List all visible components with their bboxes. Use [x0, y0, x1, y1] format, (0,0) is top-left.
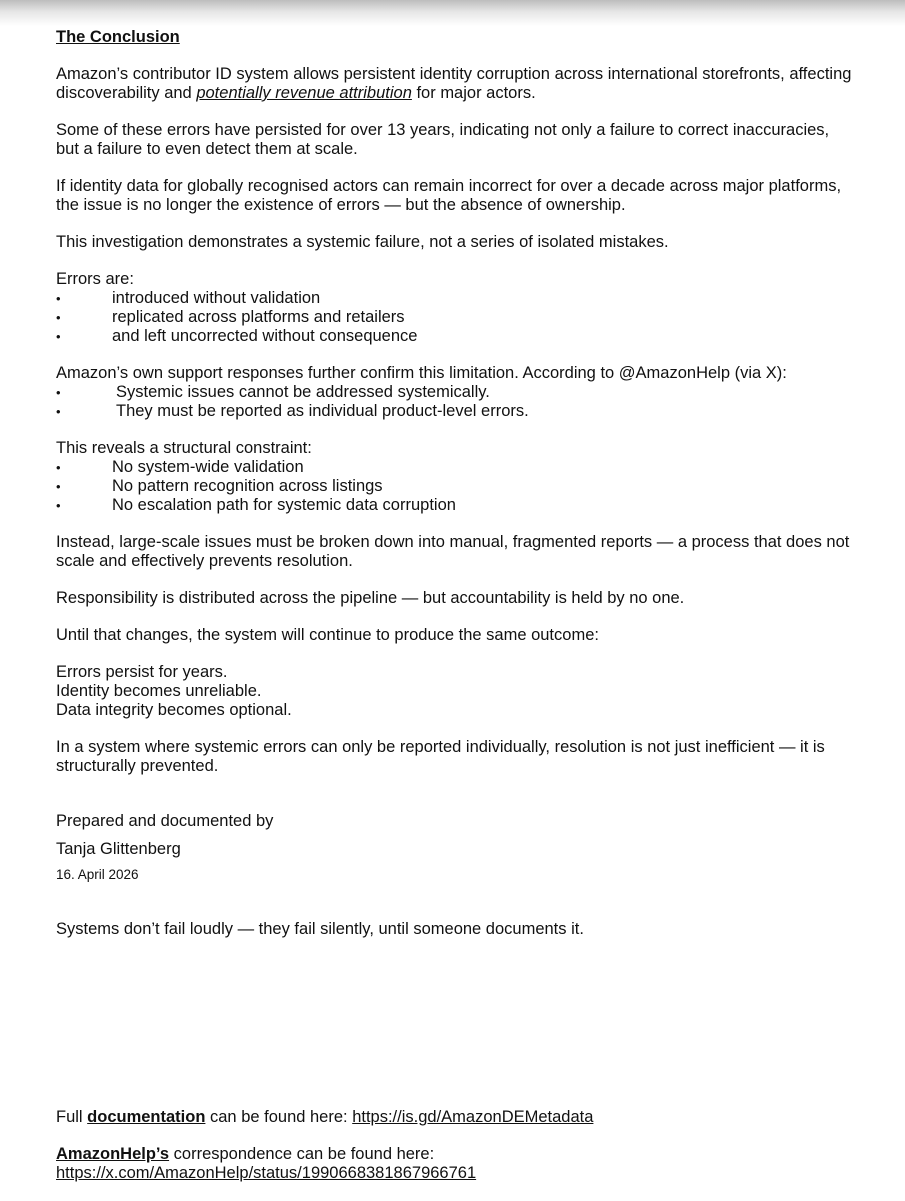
list-item: • replicated across platforms and retailers	[56, 308, 856, 327]
signature-author-name: Tanja Glittenberg	[56, 840, 181, 858]
paragraph-identity-end: for major actors.	[411, 84, 536, 102]
documentation-label: documentation	[87, 1108, 206, 1126]
signature-date: 16. April 2026	[56, 867, 139, 882]
paragraph-outcome-intro: Until that changes, the system will continue to produce the same outcome:	[56, 626, 599, 644]
amazonhelp-label: AmazonHelp’s	[56, 1145, 170, 1163]
signature-block	[56, 812, 856, 884]
support-list	[56, 383, 856, 421]
paragraph-systemic-failure: This investigation demonstrates a systemic failure, not a series of isolated mistakes.	[56, 233, 669, 251]
paragraph-persistence: Some of these errors have persisted for over 13 years, indicating not only a failure to correct inaccuracies, but a failure to even detect them at scale.	[56, 121, 830, 158]
list-item: • and left uncorrected without consequence	[56, 327, 856, 346]
documentation-middle: can be found here:	[205, 1108, 353, 1126]
paragraph-ownership: If identity data for globally recognised actors can remain incorrect for over a decade across major platforms, the issue is no longer the existence of errors — but the absence of ownership.	[56, 177, 842, 214]
documentation-prefix: Full	[56, 1108, 88, 1126]
documentation-line	[56, 1108, 856, 1127]
list-item: • No pattern recognition across listings	[56, 477, 856, 496]
outcome-line: Errors persist for years.	[56, 663, 228, 681]
paragraph-identity-text: Amazon’s contributor ID system allows persistent identity corruption across international storefronts, affecting discoverability and	[56, 65, 852, 102]
list-item: • introduced without validation	[56, 289, 856, 308]
errors-list-intro: Errors are:	[56, 270, 134, 288]
paragraph-accountability: Responsibility is distributed across the pipeline — but accountability is held by no one.	[56, 589, 685, 607]
revenue-attribution-emphasis: potentially revenue attribution	[196, 84, 412, 102]
list-item: • No escalation path for systemic data corruption	[56, 496, 856, 515]
document-body	[56, 28, 856, 939]
outcome-line: Data integrity becomes optional.	[56, 701, 292, 719]
page-top-shadow	[0, 0, 905, 26]
paragraph-identity	[56, 65, 856, 103]
list-item: • They must be reported as individual product-level errors.	[56, 402, 856, 421]
paragraph-structurally-prevented: In a system where systemic errors can only be reported individually, resolution is not just inefficient — it is structurally prevented.	[56, 738, 825, 775]
amazonhelp-middle: correspondence can be found here:	[169, 1145, 435, 1163]
amazonhelp-line	[56, 1145, 856, 1183]
support-list-block	[56, 364, 856, 421]
errors-list	[56, 289, 856, 346]
closing-statement: Systems don’t fail loudly — they fail silently, until someone documents it.	[56, 920, 584, 938]
section-heading: The Conclusion	[56, 28, 180, 46]
errors-list-block	[56, 270, 856, 346]
support-list-intro: Amazon’s own support responses further confirm this limitation. According to @AmazonHelp (via X):	[56, 364, 787, 382]
list-item: • Systemic issues cannot be addressed systemically.	[56, 383, 856, 402]
outcome-line: Identity becomes unreliable.	[56, 682, 262, 700]
constraint-list-intro: This reveals a structural constraint:	[56, 439, 312, 457]
constraint-list	[56, 458, 856, 515]
footer-links	[56, 1108, 856, 1201]
documentation-link[interactable]: https://is.gd/AmazonDEMetadata	[352, 1108, 594, 1126]
outcome-lines	[56, 663, 856, 720]
paragraph-fragmented-reports: Instead, large-scale issues must be broken down into manual, fragmented reports — a process that does not scale and effectively prevents resolution.	[56, 533, 850, 570]
amazonhelp-status-link[interactable]: https://x.com/AmazonHelp/status/1990668381867966761	[56, 1164, 477, 1182]
signature-prepared-label: Prepared and documented by	[56, 812, 274, 830]
list-item: • No system-wide validation	[56, 458, 856, 477]
constraint-list-block	[56, 439, 856, 515]
